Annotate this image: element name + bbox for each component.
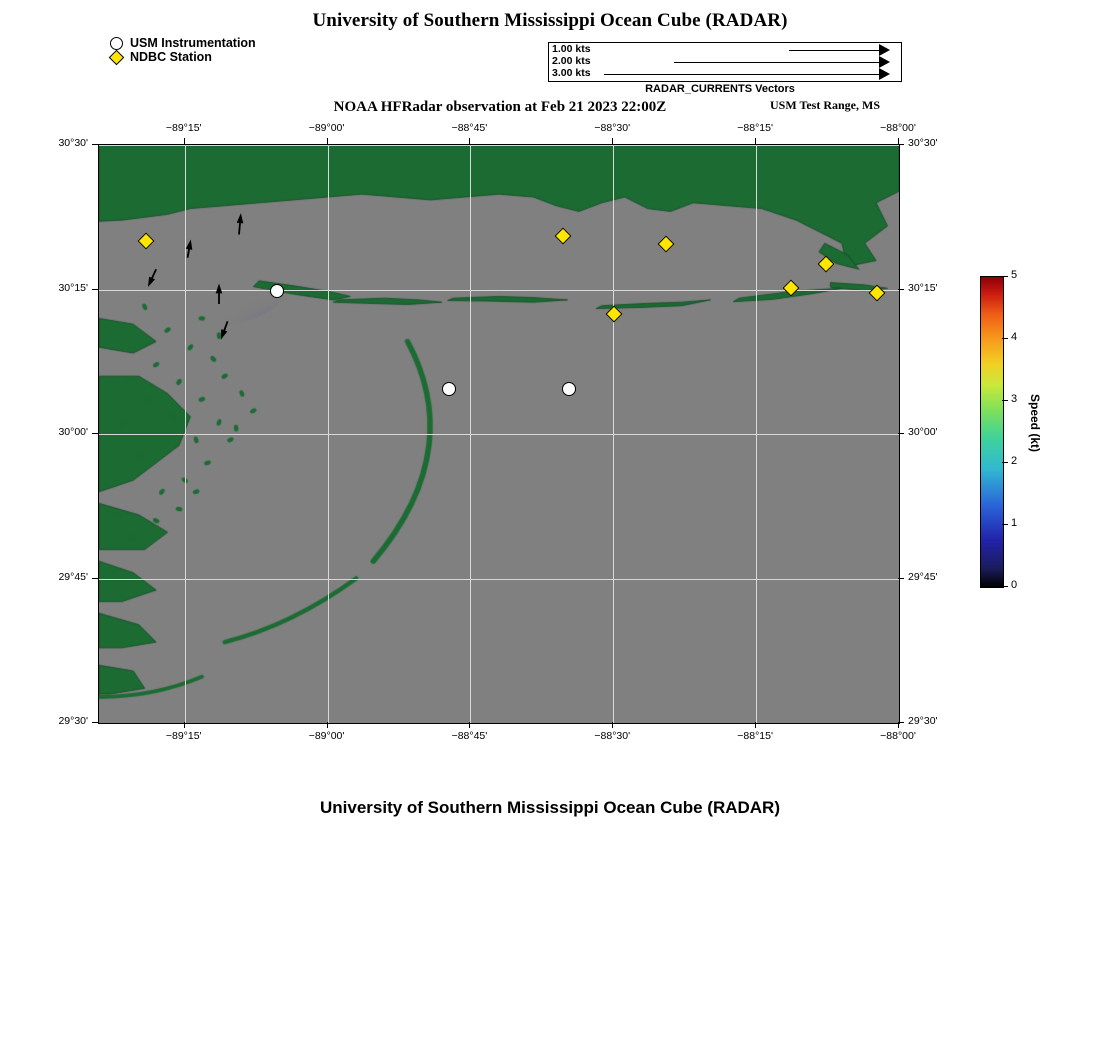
vector-scale-label: 2.00 kts xyxy=(552,55,591,67)
y-axis-label: 30°00' xyxy=(58,426,88,438)
colorbar-tick-label: 3 xyxy=(1011,393,1018,405)
y-axis-label: 30°15' xyxy=(58,281,88,294)
usm-instrumentation-marker[interactable] xyxy=(562,382,576,396)
colorbar-tick xyxy=(1002,338,1008,339)
legend-item-label: NDBC Station xyxy=(130,50,212,64)
legend-item-usm-instrumentation xyxy=(110,36,256,50)
region-label: USM Test Range, MS xyxy=(770,98,881,112)
x-axis-tick xyxy=(184,722,185,728)
vectors-caption: RADAR_CURRENTS Vectors xyxy=(645,83,795,95)
y-axis-label: 29°45' xyxy=(58,570,88,583)
y-axis-tick xyxy=(898,578,904,579)
current-vectors xyxy=(99,145,899,723)
usm-instrumentation-marker[interactable] xyxy=(442,382,456,396)
x-axis-tick xyxy=(612,138,613,144)
x-axis-label: −89°15' xyxy=(165,730,202,742)
vector-scale-row xyxy=(549,68,901,80)
vector-arrow-icon xyxy=(879,44,890,56)
y-axis-tick xyxy=(92,578,98,579)
vector-arrow-icon xyxy=(879,56,890,68)
colorbar-tick xyxy=(1002,524,1008,525)
x-axis-label: −88°15' xyxy=(737,122,773,134)
vector-scale-line xyxy=(789,50,879,51)
colorbar-tick-label: 5 xyxy=(1011,269,1018,281)
x-axis-tick xyxy=(327,138,328,144)
x-axis-label: −88°00' xyxy=(880,122,916,134)
y-axis-tick xyxy=(898,144,904,145)
colorbar-title: Speed (kt) xyxy=(1028,394,1042,453)
x-axis-tick xyxy=(327,722,328,728)
map-canvas-frame[interactable] xyxy=(98,144,900,724)
usm-instrumentation-marker[interactable] xyxy=(270,284,284,298)
y-axis-tick xyxy=(898,722,904,723)
vector-scale-label: 1.00 kts xyxy=(552,43,591,55)
diamond-marker-icon xyxy=(110,52,130,63)
x-axis-label: −88°45' xyxy=(451,730,488,742)
vector-scale-row xyxy=(549,56,901,68)
x-axis-label: −88°45' xyxy=(451,122,488,134)
vector-scale-line xyxy=(674,62,879,63)
vector-scale-line xyxy=(604,74,879,75)
vector-scale-label: 3.00 kts xyxy=(552,67,591,79)
observation-title: NOAA HFRadar observation at Feb 21 2023 22:00Z xyxy=(333,99,667,115)
x-axis-tick xyxy=(469,722,470,728)
colorbar-tick-label: 1 xyxy=(1011,517,1018,529)
y-axis-tick xyxy=(92,289,98,290)
colorbar-tick xyxy=(1002,586,1008,587)
y-axis-label: 30°15' xyxy=(908,281,938,294)
colorbar-tick xyxy=(1002,400,1008,401)
x-axis-tick xyxy=(755,722,756,728)
x-axis-tick xyxy=(755,138,756,144)
colorbar-tick xyxy=(1002,276,1008,277)
y-axis-tick xyxy=(898,289,904,290)
map-overlay xyxy=(99,145,899,723)
y-axis-label: 30°00' xyxy=(908,426,938,438)
colorbar-tick xyxy=(1002,462,1008,463)
grid-line-horizontal xyxy=(99,723,899,724)
x-axis-label: −89°00' xyxy=(308,730,345,742)
legend-item-ndbc-station xyxy=(110,50,256,64)
y-axis-label: 30°30' xyxy=(58,137,88,149)
y-axis-tick xyxy=(898,433,904,434)
colorbar-tick-label: 2 xyxy=(1011,455,1018,467)
colorbar-tick-label: 0 xyxy=(1011,579,1018,591)
x-axis-label: −88°30' xyxy=(594,122,631,134)
x-axis-tick xyxy=(184,138,185,144)
y-axis-label: 30°30' xyxy=(908,137,938,149)
vector-scale-row xyxy=(549,44,901,56)
vector-arrow-icon xyxy=(879,68,890,80)
y-axis-label: 29°45' xyxy=(908,570,938,583)
legend-item-label: USM Instrumentation xyxy=(130,36,256,50)
grid-line-vertical xyxy=(899,145,900,723)
x-axis-label: −89°15' xyxy=(165,122,202,134)
x-axis-label: −88°15' xyxy=(737,730,773,742)
vector-scale-key xyxy=(548,42,902,82)
y-axis-tick xyxy=(92,144,98,145)
page-title: University of Southern Mississippi Ocean Cube (RADAR) xyxy=(312,10,788,31)
y-axis-label: 29°30' xyxy=(58,715,88,727)
y-axis-label: 29°30' xyxy=(908,715,938,727)
circle-marker-icon xyxy=(110,37,130,50)
x-axis-label: −88°00' xyxy=(880,730,916,742)
x-axis-label: −88°30' xyxy=(594,730,631,742)
y-axis-tick xyxy=(92,722,98,723)
colorbar-gradient xyxy=(980,276,1004,588)
x-axis-tick xyxy=(612,722,613,728)
map-legend xyxy=(110,36,256,64)
x-axis-label: −89°00' xyxy=(308,122,345,134)
colorbar-tick-label: 4 xyxy=(1011,331,1018,343)
y-axis-tick xyxy=(92,433,98,434)
footer-title: University of Southern Mississippi Ocean Cube (RADAR) xyxy=(319,798,780,817)
x-axis-tick xyxy=(469,138,470,144)
